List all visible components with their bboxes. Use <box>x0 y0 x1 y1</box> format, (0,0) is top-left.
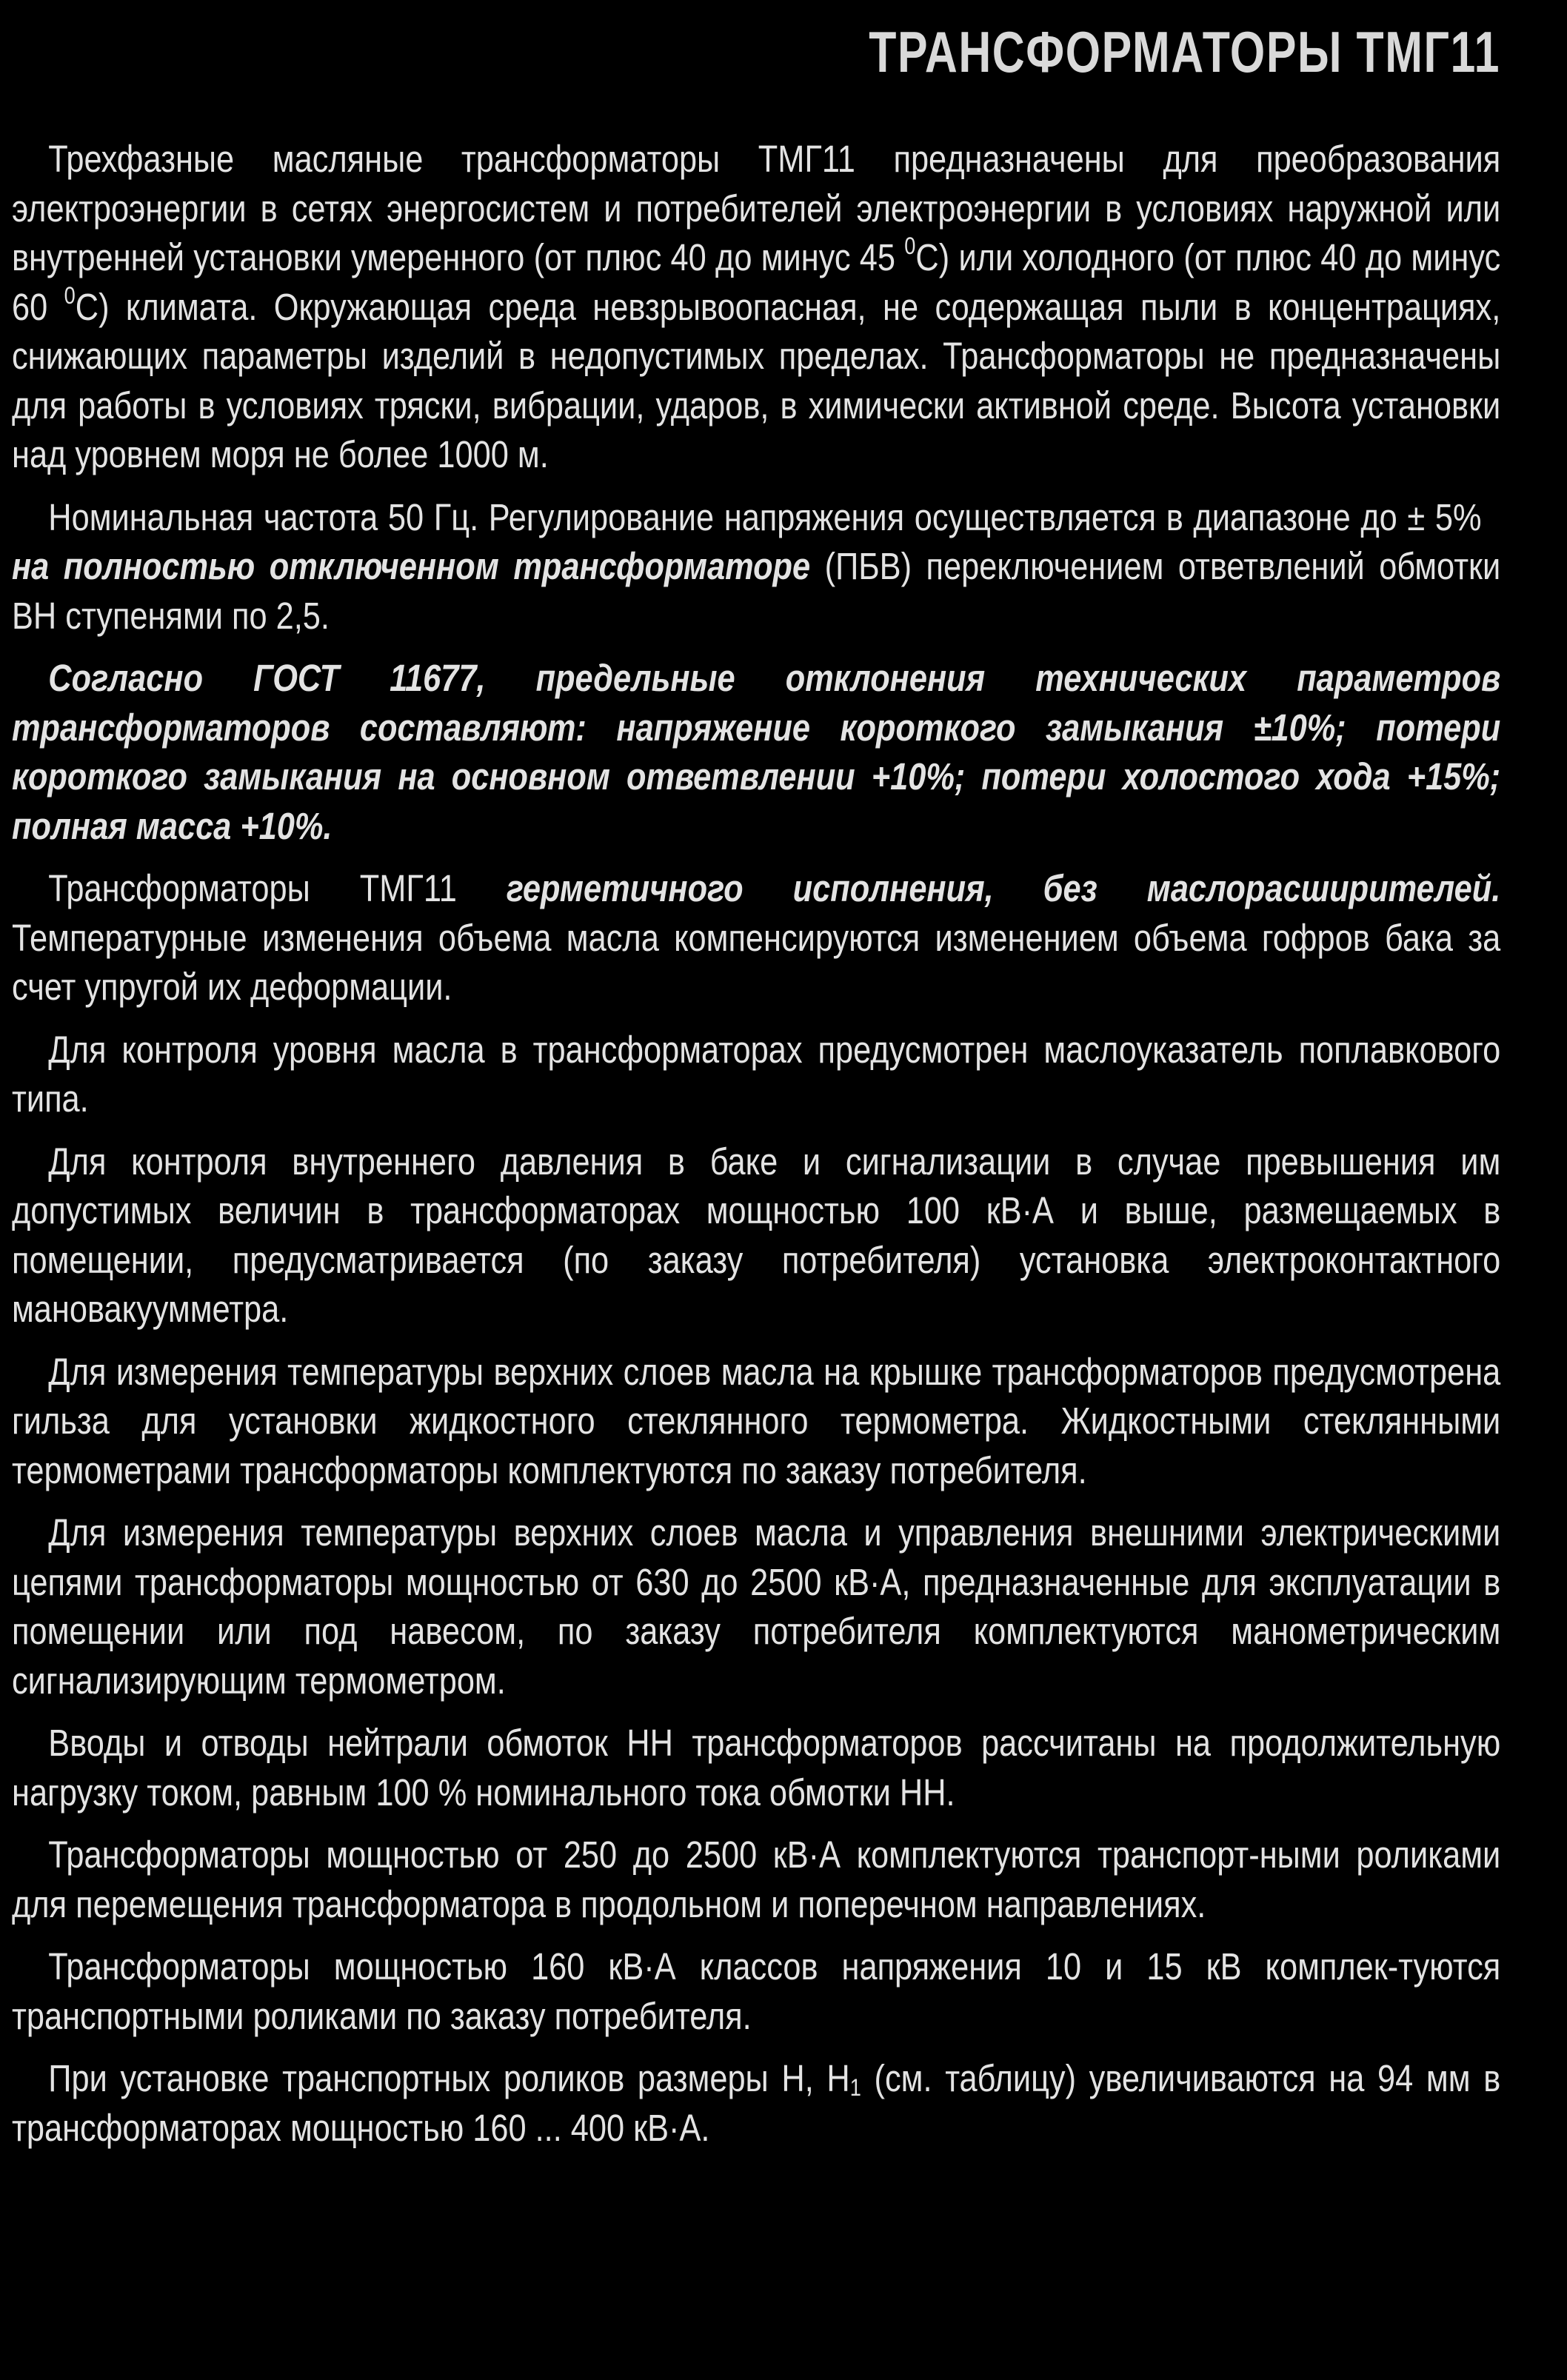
paragraph-signal-thermometer: Для измерения температуры верхних слоев масла и управления внешними электрическими цепями трансформаторы мощностью от 630 до 2500 кВ·А, предназначенные для эксплуатации в помещении или под навесом, по заказу потребителя комплектуются манометрическим сигнализирующим термометром. <box>12 1511 1501 1702</box>
paragraph-oil-level: Для контроля уровня масла в трансформаторах предусмотрен маслоуказатель поплавкового типа. <box>12 1028 1501 1120</box>
paragraph-purpose <box>12 135 1500 480</box>
page-title: ТРАНСФОРМАТОРЫ ТМГ11 <box>869 19 1500 84</box>
paragraph-text: (см. таблицу) увеличиваются на 94 мм в трансформаторах мощностью 160 ... 400 кВ·А. <box>12 2057 1501 2149</box>
emphasis-text: на полностью отключенном трансформаторе <box>12 545 811 587</box>
degree-mark: 0 <box>904 233 916 259</box>
paragraph-thermometer: Для измерения температуры верхних слоев масла на крышке трансформаторов предусмотрена гильза для установки жидкостного стеклянного термометра. Жидкостными стеклянными термометрами трансформаторы комплектуются по заказу потребителя. <box>12 1350 1501 1491</box>
document-page <box>12 0 1500 2166</box>
paragraph-neutral: Вводы и отводы нейтрали обмоток НН трансформаторов рассчитаны на продолжительную нагрузку током, равным 100 % номинального тока обмотки НН. <box>12 1722 1501 1814</box>
paragraph-frequency <box>12 493 1500 641</box>
paragraph-text: Трансформаторы ТМГ11 <box>48 867 457 909</box>
paragraph-gost-tolerances: Согласно ГОСТ 11677, предельные отклонения технических параметров трансформаторов составляют: напряжение короткого замыкания ±10%; потери короткого замыкания на основном ответвлении +10%; потери холостого хода +15%; полная масса +10%. <box>12 657 1501 847</box>
subscript-index: 1 <box>849 2074 861 2101</box>
paragraph-text: При установке транспортных роликов размеры Н, Н <box>48 2057 850 2099</box>
paragraph-text: (ПБВ) переключением ответвлений обмотки ВН ступенями по 2,5. <box>12 545 1501 637</box>
paragraph-pressure: Для контроля внутреннего давления в баке и сигнализации в случае превышения им допустимых величин в трансформаторах мощностью 100 кВ·А и выше, размещаемых в помещении, предусматривается (по заказу потребителя) установка электроконтактного мановакуумметра. <box>12 1140 1501 1330</box>
emphasis-text: герметичного исполнения, без маслорасширителей. <box>506 867 1501 909</box>
paragraph-text: С) или холодного (от плюс 40 до минус 60 <box>12 236 1501 328</box>
paragraph-hermetic <box>12 864 1500 1012</box>
paragraph-text: Трехфазные масляные трансформаторы ТМГ11 предназначены для преобразования электроэнергии в сетях энергосистем и потребителей электроэнергии в условиях наружной или внутренней установки умеренного (от плюс 40 до минус 45 <box>12 138 1501 278</box>
document-body <box>12 135 1500 2153</box>
paragraph-rollers-160: Трансформаторы мощностью 160 кВ·А классов напряжения 10 и 15 кВ комплек-туются транспортными роликами по заказу потребителя. <box>12 1945 1501 2037</box>
degree-mark: 0 <box>64 281 76 309</box>
paragraph-text: С) климата. Окружающая среда невзрывоопасная, не содержащая пыли в концентрациях, снижающих параметры изделий в недопустимых пределах. Трансформаторы не предназначены для работы в условиях тряски, вибрации, ударов, в химически активной среде. Высота установки над уровнем моря не более 1000 м. <box>12 285 1501 475</box>
paragraph-dimensions <box>12 2054 1500 2153</box>
paragraph-rollers: Трансформаторы мощностью от 250 до 2500 кВ·А комплектуются транспорт-ными роликами для перемещения трансформатора в продольном и поперечном направлениях. <box>12 1834 1501 1925</box>
paragraph-text: Температурные изменения объема масла компенсируются изменением объема гофров бака за счет упругой их деформации. <box>12 916 1501 1008</box>
paragraph-text: Номинальная частота 50 Гц. Регулирование напряжения осуществляется в диапазоне до ± 5% <box>48 495 1482 538</box>
